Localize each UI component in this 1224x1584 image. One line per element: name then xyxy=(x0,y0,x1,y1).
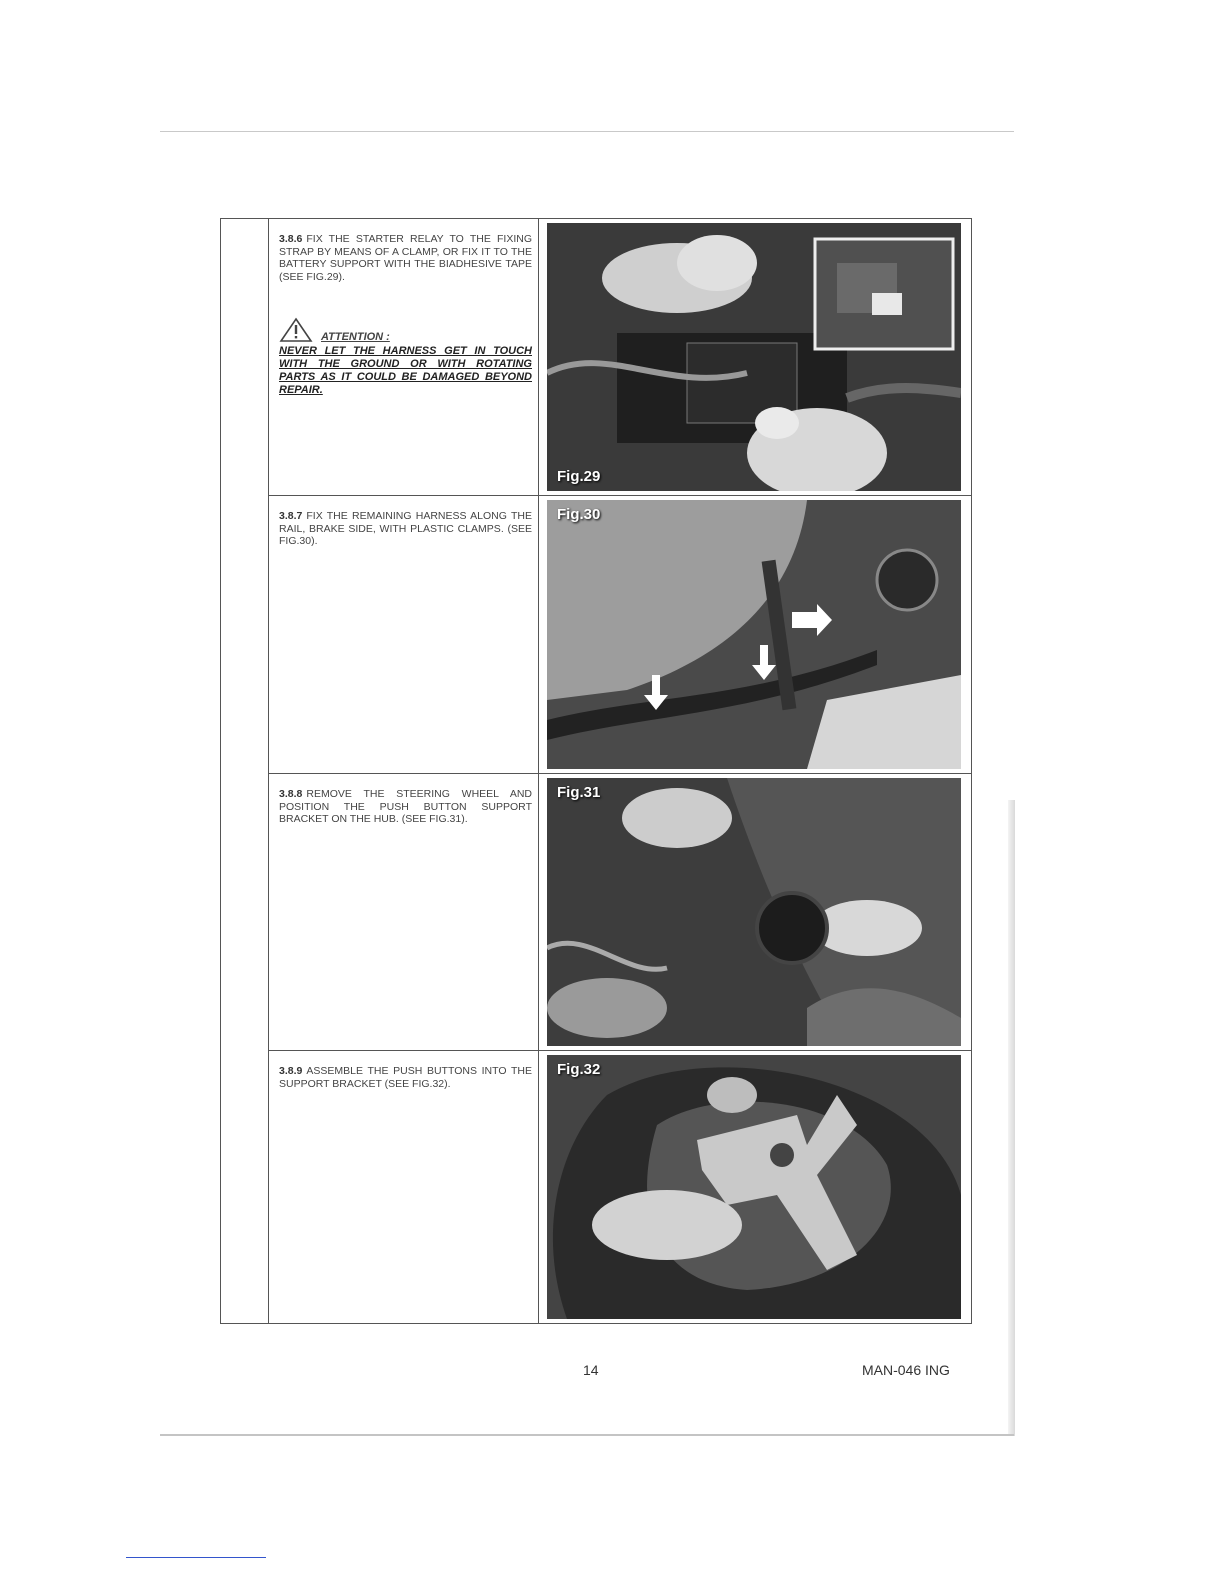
bottom-rule xyxy=(160,1434,1014,1436)
step-number: 3.8.6 xyxy=(279,233,303,245)
attention-text: NEVER LET THE HARNESS GET IN TOUCH WITH THE GROUND OR WITH ROTATING PARTS AS IT COULD BE DAMAGED BEYOND REPAIR. xyxy=(279,345,532,396)
page-number: 14 xyxy=(583,1362,599,1378)
step-text: FIX THE STARTER RELAY TO THE FIXING STRAP BY MEANS OF A CLAMP, OR FIX IT TO THE BATTERY SUPPORT WITH THE BIADHESIVE TAPE (SEE FIG.29). xyxy=(279,233,532,283)
step-row-3-8-7 xyxy=(269,496,971,773)
step-description xyxy=(279,233,532,283)
figure-label: Fig.31 xyxy=(557,784,601,801)
figure-label: Fig.32 xyxy=(557,1061,601,1078)
figure-29-photo xyxy=(547,223,961,491)
step-row-3-8-6 xyxy=(269,219,971,495)
figure-label: Fig.30 xyxy=(557,506,601,523)
figure-31-photo xyxy=(547,778,961,1046)
corner-link-line xyxy=(126,1557,266,1558)
step-number: 3.8.7 xyxy=(279,510,303,522)
figure-32-photo xyxy=(547,1055,961,1319)
step-row-3-8-9 xyxy=(269,1051,971,1323)
step-number: 3.8.8 xyxy=(279,788,303,800)
figure-label: Fig.29 xyxy=(557,468,601,485)
page-edge-shadow xyxy=(1008,800,1015,1436)
step-text: REMOVE THE STEERING WHEEL AND POSITION THE PUSH BUTTON SUPPORT BRACKET ON THE HUB. (SEE FIG.31). xyxy=(279,788,532,825)
step-row-3-8-8 xyxy=(269,774,971,1050)
step-description xyxy=(279,510,532,548)
attention-title: ATTENTION : xyxy=(321,330,390,343)
step-text-cell xyxy=(269,219,539,495)
step-number: 3.8.9 xyxy=(279,1065,303,1077)
step-description xyxy=(279,788,532,826)
step-text-cell xyxy=(269,496,539,773)
step-text: FIX THE REMAINING HARNESS ALONG THE RAIL, BRAKE SIDE, WITH PLASTIC CLAMPS. (SEE FIG.30). xyxy=(279,510,532,547)
document-code: MAN-046 ING xyxy=(862,1362,950,1378)
instruction-table xyxy=(220,218,972,1324)
step-text: ASSEMBLE THE PUSH BUTTONS INTO THE SUPPORT BRACKET (SEE FIG.32). xyxy=(279,1065,532,1090)
warning-triangle-icon xyxy=(279,317,313,343)
top-rule xyxy=(160,131,1014,132)
attention-box xyxy=(279,317,532,397)
step-text-cell xyxy=(269,1051,539,1323)
figure-30-photo xyxy=(547,500,961,769)
step-text-cell xyxy=(269,774,539,1050)
step-description xyxy=(279,1065,532,1090)
